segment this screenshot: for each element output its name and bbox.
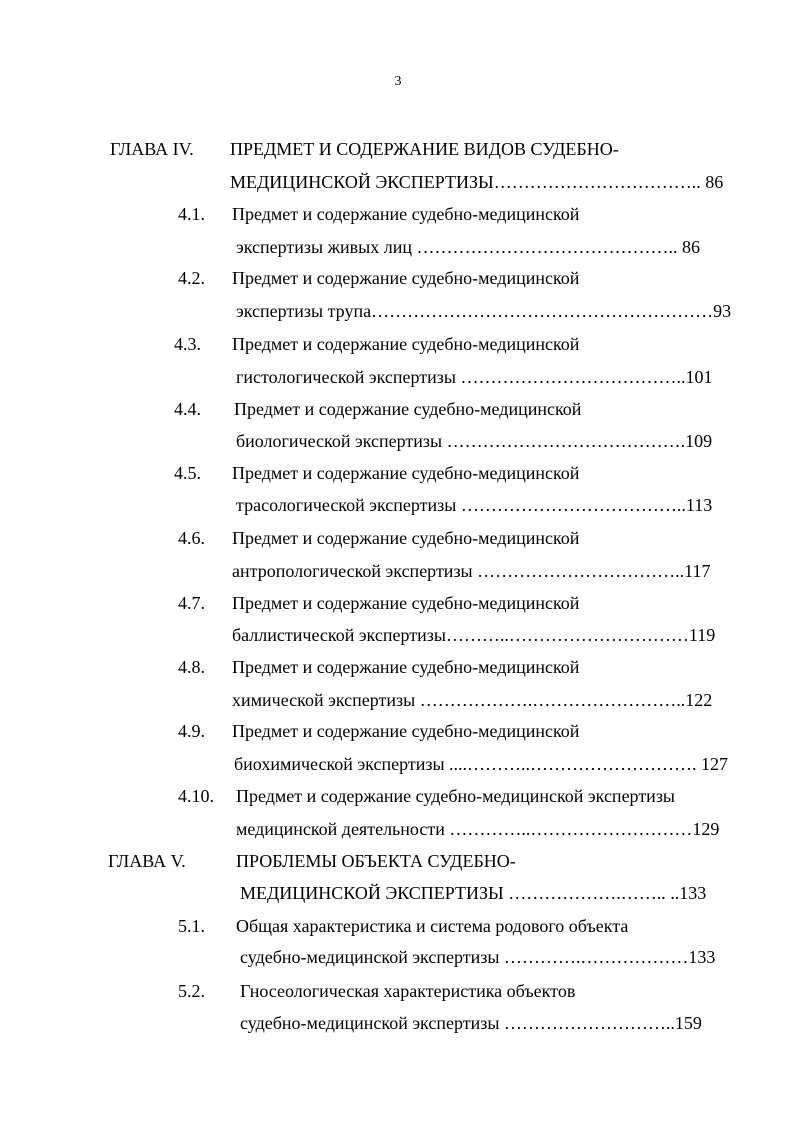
section-title-line2: биохимической экспертизы ....………..………………………. 127 xyxy=(234,754,729,774)
section-title-line2: экспертизы живых лиц …………………………………….. 86 xyxy=(236,237,701,257)
section-title-line1: Общая характеристика и система родового объекта xyxy=(236,916,629,936)
chapter-5-title-line2: МЕДИЦИНСКОЙ ЭКСПЕРТИЗЫ ……………….…….. ..133 xyxy=(240,883,707,903)
section-title-line1: Предмет и содержание судебно-медицинской xyxy=(232,268,580,288)
section-title-line1: Предмет и содержание судебно-медицинской xyxy=(232,657,580,677)
section-number: 4.2. xyxy=(178,268,205,288)
section-number: 4.4. xyxy=(174,399,201,419)
chapter-4-label: ГЛАВА IV. xyxy=(110,139,194,159)
section-title-line1: Предмет и содержание судебно-медицинской xyxy=(232,721,580,741)
chapter-5-label: ГЛАВА V. xyxy=(108,851,186,871)
section-title-line2: баллистической экспертизы………..…………………………119 xyxy=(232,625,716,645)
section-number: 4.3. xyxy=(174,334,201,354)
section-title-line1: Предмет и содержание судебно-медицинской xyxy=(232,593,580,613)
section-number: 4.10. xyxy=(178,786,214,806)
section-title-line1: Предмет и содержание судебно-медицинской xyxy=(232,204,580,224)
section-number: 4.7. xyxy=(178,593,205,613)
section-title-line2: трасологической экспертизы ………………………………..113 xyxy=(236,495,713,515)
section-title-line2: биологической экспертизы ………………………………….109 xyxy=(236,431,713,451)
section-number: 5.2. xyxy=(178,981,205,1001)
section-title-line2: судебно-медицинской экспертизы ………….………………133 xyxy=(240,947,716,967)
section-number: 4.8. xyxy=(178,657,205,677)
section-title-line1: Предмет и содержание судебно-медицинской xyxy=(232,334,580,354)
section-title-line2: экспертизы трупа…………………………………………………93 xyxy=(236,301,732,321)
section-number: 4.9. xyxy=(178,721,205,741)
page-number: 3 xyxy=(394,74,402,89)
chapter-4-title-line2: МЕДИЦИНСКОЙ ЭКСПЕРТИЗЫ…………………………….. 86 xyxy=(230,172,724,192)
section-title-line1: Предмет и содержание судебно-медицинской xyxy=(232,528,580,548)
section-title-line1: Предмет и содержание судебно-медицинской xyxy=(234,399,582,419)
section-title-line1: Предмет и содержание судебно-медицинской xyxy=(232,463,580,483)
section-title-line1: Предмет и содержание судебно-медицинской экспертизы xyxy=(236,786,676,806)
section-title-line2: химической экспертизы ……………….……………………..122 xyxy=(232,690,713,710)
chapter-4-title-line1: ПРЕДМЕТ И СОДЕРЖАНИЕ ВИДОВ СУДЕБНО- xyxy=(230,139,619,159)
section-title-line2: гистологической экспертизы ………………………………..101 xyxy=(236,367,713,387)
section-number: 4.5. xyxy=(174,463,201,483)
section-title-line1: Гносеологическая характеристика объектов xyxy=(240,981,576,1001)
section-number: 4.6. xyxy=(178,528,205,548)
chapter-5-title-line1: ПРОБЛЕМЫ ОБЪЕКТА СУДЕБНО- xyxy=(236,851,516,871)
section-title-line2: антропологической экспертизы ……………………………..117 xyxy=(232,561,711,581)
section-title-line2: судебно-медицинской экспертизы ………………………..159 xyxy=(240,1013,702,1033)
section-number: 5.1. xyxy=(178,916,205,936)
section-number: 4.1. xyxy=(178,204,205,224)
section-title-line2: медицинской деятельности …………..………………………129 xyxy=(236,819,720,839)
